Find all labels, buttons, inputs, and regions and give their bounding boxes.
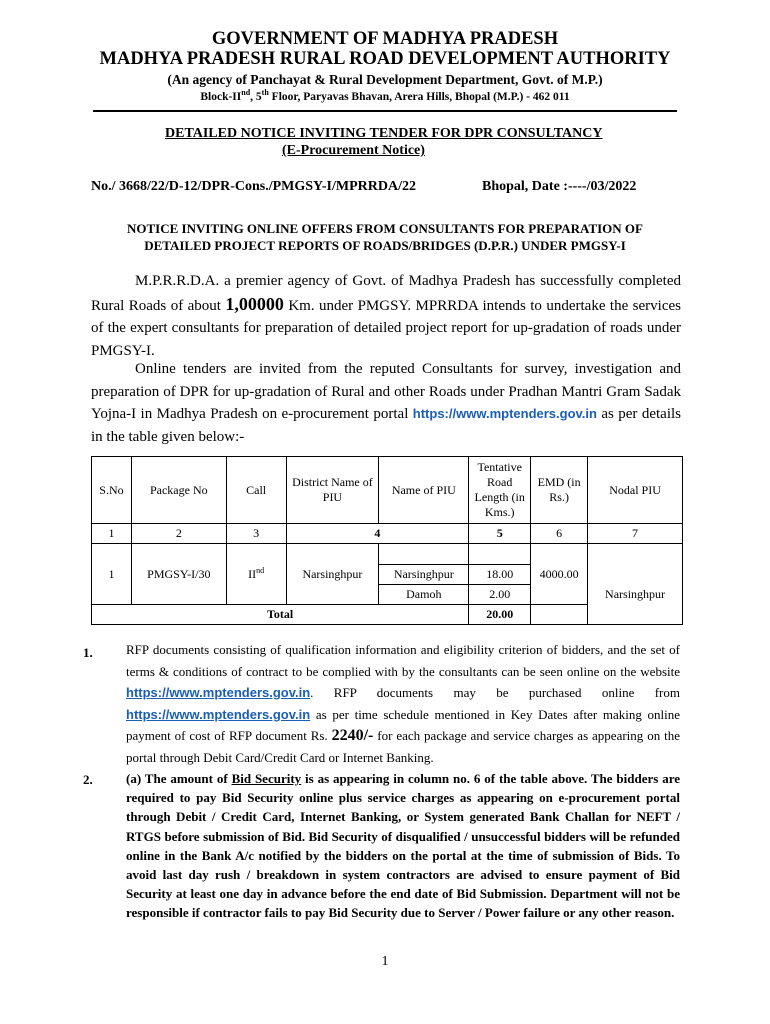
total-label: Total (92, 605, 469, 625)
notice-heading-line2: DETAILED PROJECT REPORTS OF ROADS/BRIDGES (D.P.R.) UNDER PMGSY-I (144, 238, 626, 253)
row-emd: 4000.00 (531, 544, 588, 605)
clause-2-text: (a) The amount of Bid Security is as appearing in column no. 6 of the table above. The bidders are required to pay Bid Security online plus service charges as appearing on e-procurement portal through Debit / Credit Card, Internet Banking, or System generated Bank Challan for NEFT / RTGS before submission of Bid. Bid Security of disqualified / unsuccessful bidders will be refunded online in the Bank A/c notified by the bidders on the portal at the time of submission of Bids. To avoid last day rush / breakdown in system contractors are advised to ensure payment of Bid Security at least one day in advance before the end date of Bid Submission. Department will not be responsible if contractor fails to pay Bid Security due to Server / Power failure or any other reason. (126, 771, 681, 921)
header-divider (93, 110, 677, 112)
clause-1-text: RFP documents consisting of qualification information and eligibility criterion of bidders, and the set of terms & conditions of contract to be complied with by the consultants can be seen online on the website https://www.mptenders.gov.in. RFP documents may be purchased online from https://www.mptenders.gov.in as per time schedule mentioned in Key Dates after making online payment of cost of RFP document Rs. 2240/- for each package and service charges as appearing on the portal through Debit Card/Credit Card or Internet Banking. (126, 642, 680, 765)
clause-number: 1. (83, 645, 93, 660)
header-line2: MADHYA PRADESH RURAL ROAD DEVELOPMENT AUTHORITY (99, 49, 671, 69)
notice-heading-line1: NOTICE INVITING ONLINE OFFERS FROM CONSULTANTS FOR PREPARATION OF (127, 221, 643, 236)
header-line1: GOVERNMENT OF MADHYA PRADESH (211, 29, 559, 49)
clause-number: 2. (83, 772, 93, 787)
header-package: Package No (131, 457, 226, 524)
col-number: 4 (286, 524, 469, 544)
header-sno: S.No (92, 457, 132, 524)
row-district: Narsinghpur (286, 544, 379, 605)
notice-title: DETAILED NOTICE INVITING TENDER FOR DPR CONSULTANCY (165, 126, 603, 141)
intro-paragraph: M.P.R.R.D.A. a premier agency of Govt. of Madhya Pradesh has successfully completed Rural Roads of about 1,00000 Km. under PMGSY. MPRRDA intends to undertake the services of the expert consultants for preparation of detailed project report for up-gradation of roads under PMGSY-I. (91, 273, 681, 359)
header-nodal: Nodal PIU (588, 457, 683, 524)
empty-cell (469, 544, 531, 565)
road-length: 18.00 (469, 565, 531, 585)
agency-line: (An agency of Panchayat & Rural Development Department, Govt. of M.P.) (167, 72, 603, 87)
col-number: 6 (531, 524, 588, 544)
road-length: 2.00 (469, 585, 531, 605)
invitation-paragraph: Online tenders are invited from the reputed Consultants for survey, investigation and preparation of DPR for up-gradation of Rural and other Roads under Pradhan Mantri Gram Sadak Yojna-I in Madhya Pradesh on e-procurement portal https://www.mptenders.gov.in as per details in the table given below:- (91, 361, 681, 445)
piu-name: Narsinghpur (379, 565, 469, 585)
row-sno: 1 (92, 544, 132, 605)
header-call: Call (226, 457, 286, 524)
portal-link[interactable]: https://www.mptenders.gov.in (126, 685, 311, 700)
tender-table (91, 456, 683, 625)
header-length: Tentative Road Length (in Kms.) (469, 457, 531, 524)
header-district: District Name of PIU (286, 457, 379, 524)
row-nodal: Narsinghpur (588, 544, 683, 625)
reference-number: No./ 3668/22/D-12/DPR-Cons./PMGSY-I/MPRRDA/22 (91, 179, 416, 194)
total-value: 20.00 (469, 605, 531, 625)
header-piu: Name of PIU (379, 457, 469, 524)
address-line: Block-IInd, 5th Floor, Paryavas Bhavan, Arera Hills, Bhopal (M.P.) - 462 011 (200, 88, 570, 103)
row-package: PMGSY-I/30 (131, 544, 226, 605)
portal-link[interactable]: https://www.mptenders.gov.in (126, 706, 311, 722)
col-number: 1 (92, 524, 132, 544)
portal-link[interactable]: https://www.mptenders.gov.in (412, 406, 597, 421)
col-number: 2 (131, 524, 226, 544)
col-number: 5 (469, 524, 531, 544)
header-emd: EMD (in Rs.) (531, 457, 588, 524)
empty-cell (379, 544, 469, 565)
col-number: 7 (588, 524, 683, 544)
col-number: 3 (226, 524, 286, 544)
piu-name: Damoh (379, 585, 469, 605)
empty-cell (531, 605, 588, 625)
notice-date: Bhopal, Date :----/03/2022 (482, 179, 637, 194)
notice-subtitle: (E-Procurement Notice) (282, 143, 425, 158)
row-call: IInd (226, 544, 286, 605)
page-number: 1 (381, 954, 389, 969)
